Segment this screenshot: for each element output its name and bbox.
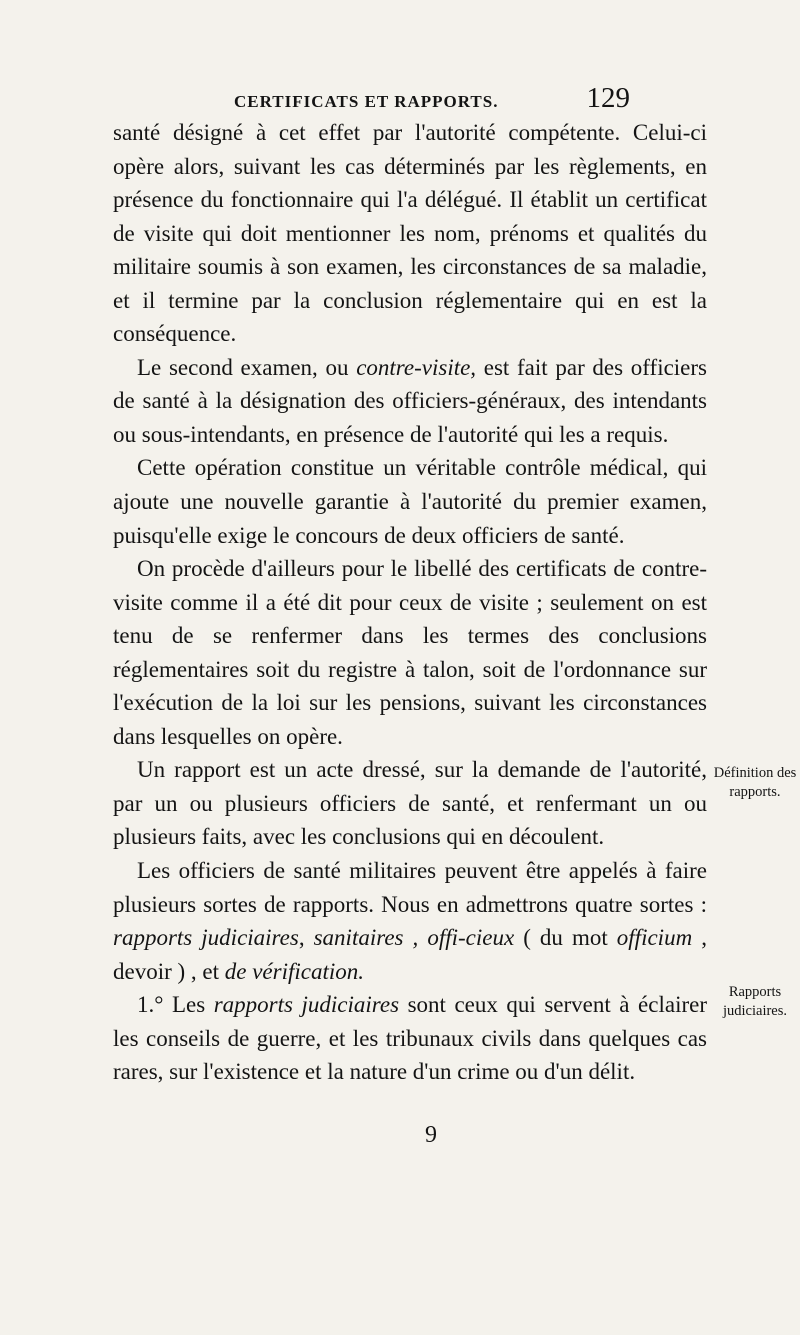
- text-run: , devoir ) , et: [113, 925, 707, 984]
- text-run: Les officiers de santé militaires peuvent être appelés à faire plusieurs sortes de rapports. Nous en admettrons quatre sortes :: [113, 858, 707, 917]
- text-run: Un rapport est un acte dressé, sur la demande de l'autorité, par un ou plusieurs officiers de santé, et renfermant un ou plusieurs faits, avec les conclusions qui en découlent.: [113, 757, 707, 850]
- page-header: [200, 82, 630, 116]
- text-run: On procède d'ailleurs pour le libellé des certificats de contre-visite comme il a été dit pour ceux de visite ; seulement on est tenu de se renfermer dans les termes des conclusions réglementaires soit du registre à talon, soit de l'ordonnance sur l'exécution de la loi sur les pensions, suivant les circonstances dans lesquelles on opère.: [113, 556, 707, 749]
- text-run: est fait par des officiers de santé à la désignation des officiers-généraux, des intendants ou sous-intendants, en présence de l'autorité qui les a requis.: [113, 354, 707, 447]
- paragraph: [113, 552, 707, 753]
- text-run: 1.° Les: [137, 992, 214, 1018]
- italic-run: contre-visite,: [356, 354, 477, 380]
- italic-run: rapports judiciaires: [113, 925, 299, 951]
- italic-run: sanitaires , offi-cieux: [313, 925, 515, 951]
- text-run: ( du mot: [514, 925, 617, 951]
- margin-note-definition: Définition des rapports.: [713, 765, 797, 800]
- paragraph: [113, 351, 707, 452]
- paragraph: [113, 854, 707, 988]
- text-run: Cette opération constitue un véritable contrôle médical, qui ajoute une nouvelle garantie à l'autorité du premier examen, puisqu'elle exige le concours de deux officiers de santé.: [113, 455, 707, 548]
- italic-run: officium: [616, 925, 693, 951]
- text-run: Le second examen, ou: [137, 354, 357, 380]
- running-title: CERTIFICATS ET RAPPORTS.: [234, 92, 499, 111]
- signature-mark: 9: [425, 1122, 437, 1148]
- italic-run: rapports judiciaires: [213, 992, 400, 1018]
- text-run: sont ceux qui servent à éclairer les conseils de guerre, et les tribunaux civils dans quelques cas rares, sur l'existence et la nature d'un crime ou d'un délit.: [113, 992, 707, 1085]
- paragraph: [113, 988, 707, 1089]
- margin-note-judiciaires: Rapports judiciaires.: [722, 984, 788, 1019]
- text-run: santé désigné à cet effet par l'autorité compétente. Celui-ci opère alors, suivant les cas déterminés par les règlements, en présence du fonctionnaire qui l'a délégué. Il établit un certificat de visite qui doit mentionner les nom, prénoms et qualités du militaire soumis à son examen, les circonstances de sa maladie, et il termine par la conclusion réglementaire qui en est la conséquence.: [113, 120, 707, 347]
- italic-run: de vérification.: [224, 958, 365, 984]
- page-number: 129: [586, 82, 630, 114]
- text-run: ,: [298, 925, 314, 951]
- paragraph: [113, 451, 707, 552]
- body-text: [113, 116, 707, 1089]
- paragraph: [113, 116, 707, 351]
- paragraph: [113, 753, 707, 854]
